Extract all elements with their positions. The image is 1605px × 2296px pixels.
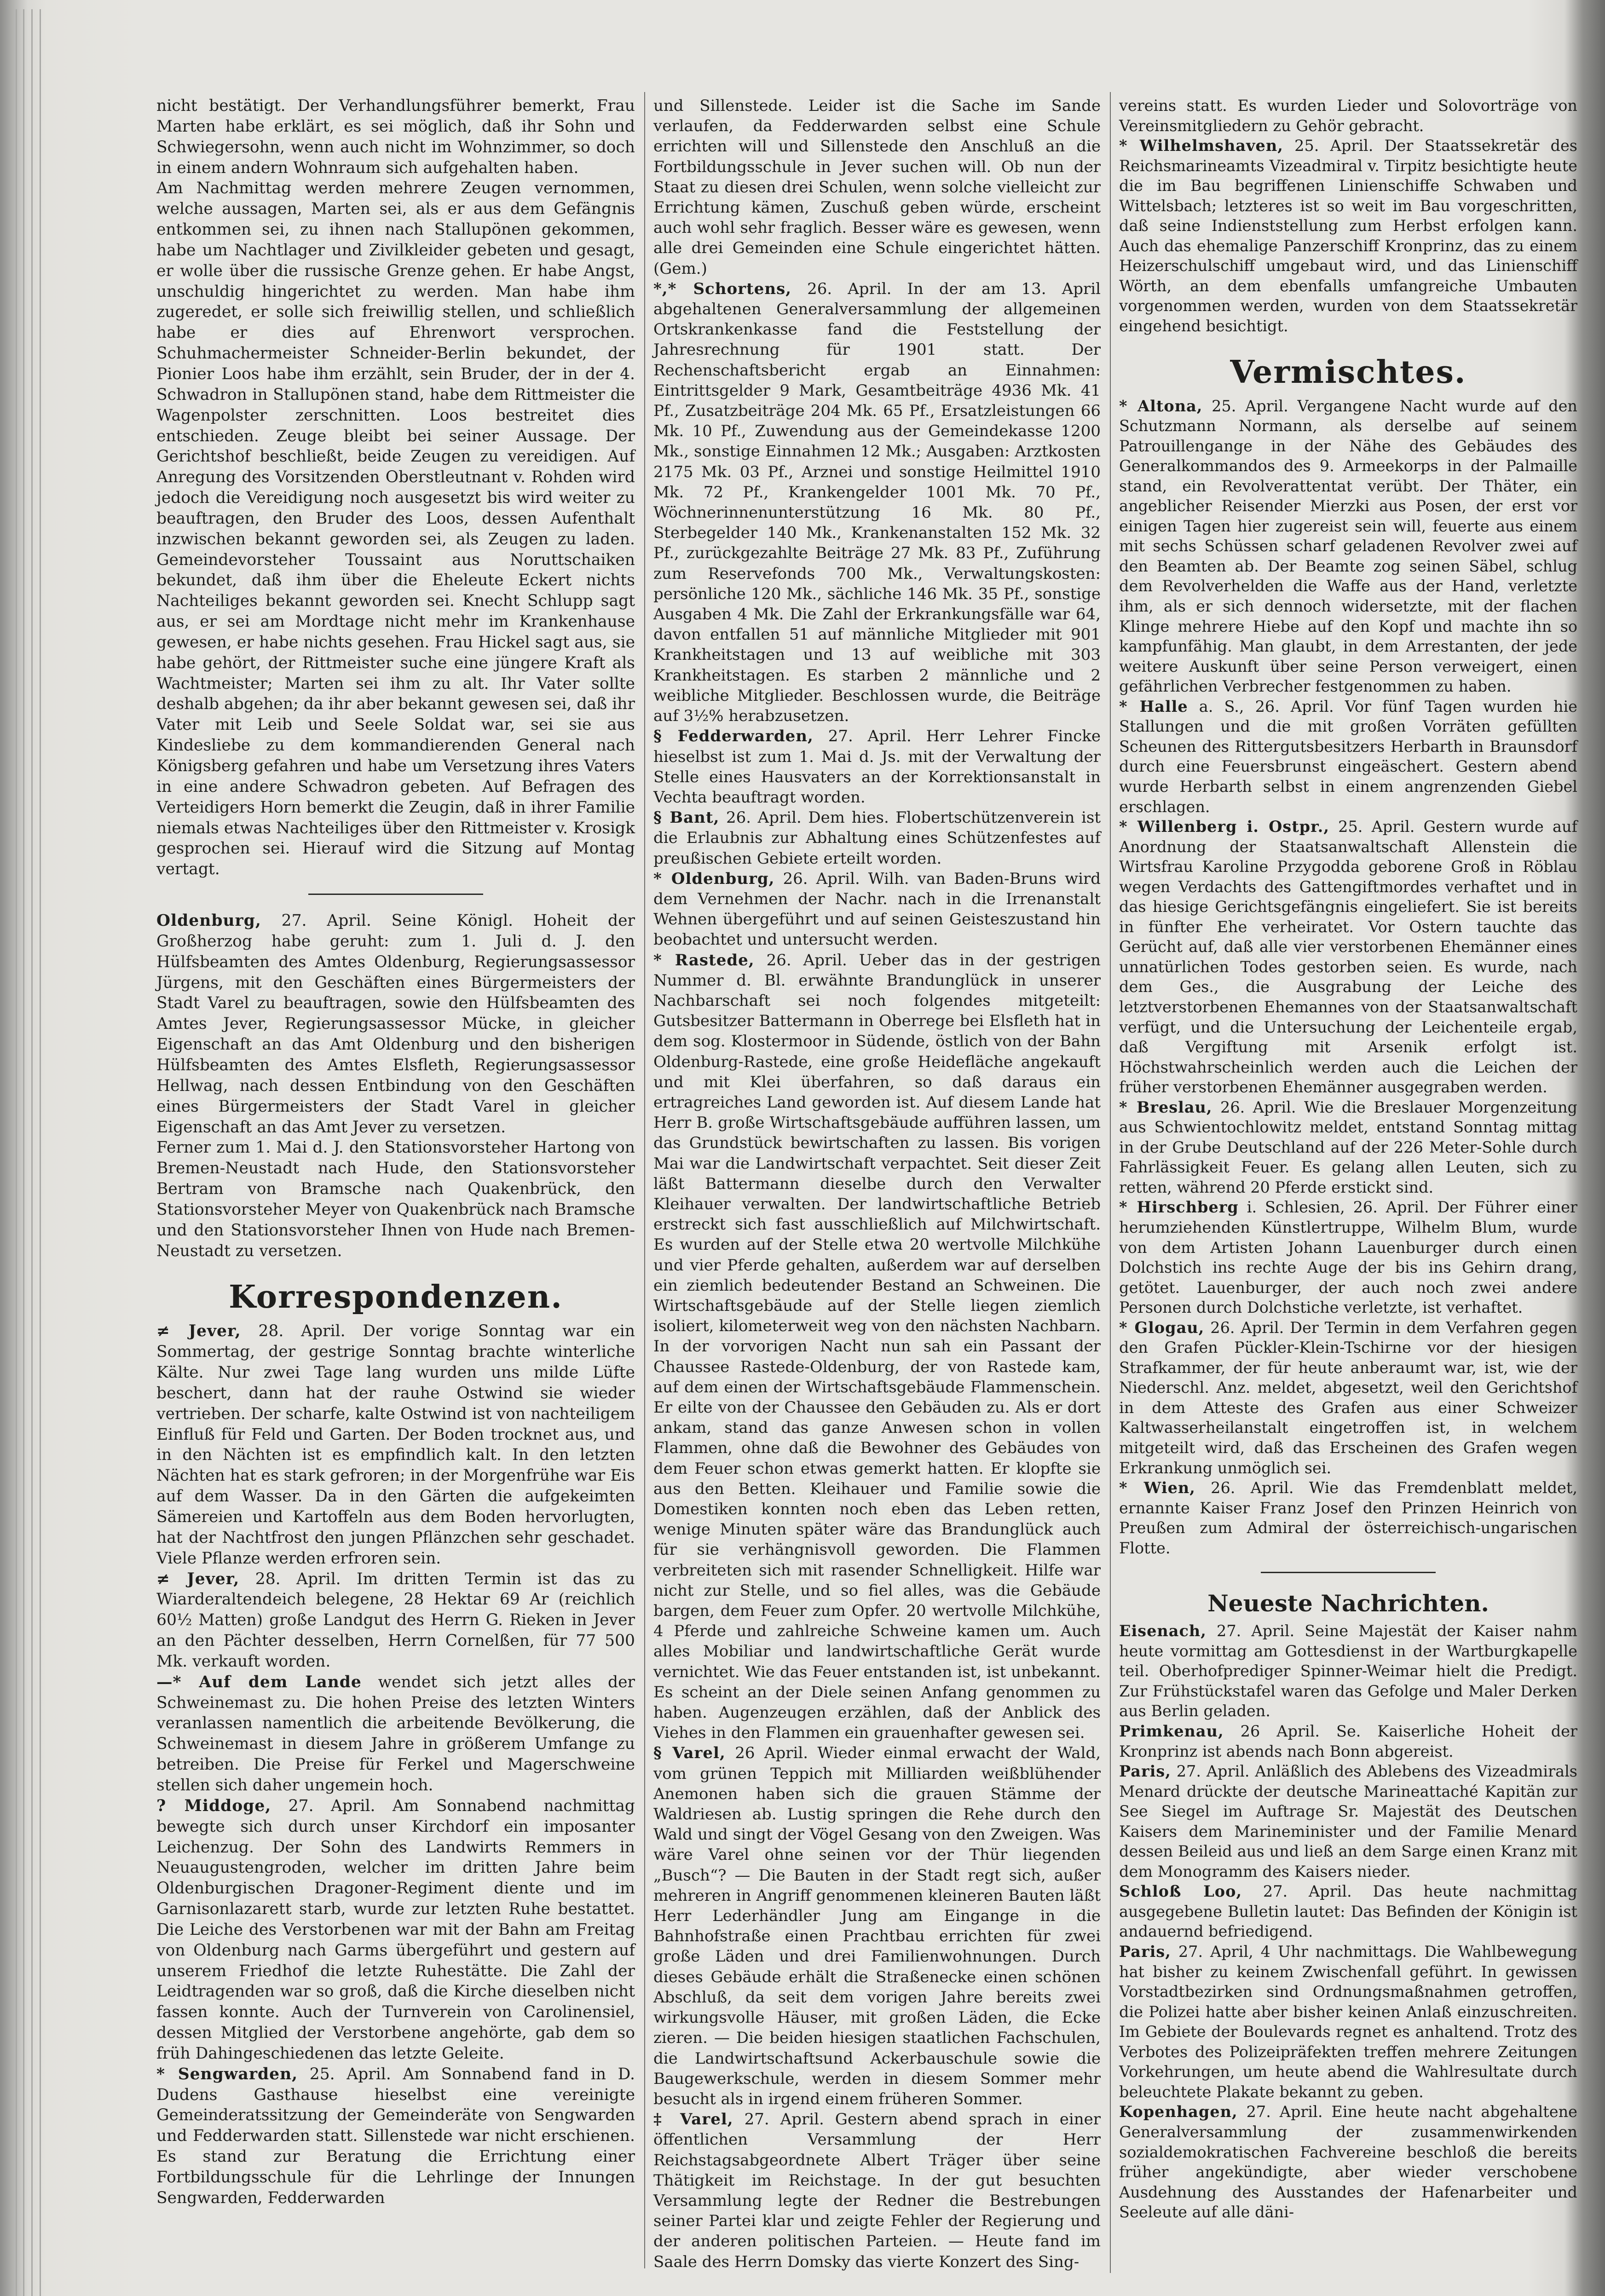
dateline-place: ≠ Jever, [156,1322,241,1341]
news-item-text: 26. April. In der am 13. April abgehaltenen Generalversammlung der allgemeinen Ortskrankenkasse fand die Feststellung der Jahresrechnung für 1901 statt. Der Rechenschaftsbericht ergab an Einnahmen: Eintrittsgelder 9 Mark, Gesamtbeiträge 4936 Mk. 41 Pf., Zusatzbeiträge 204 Mk. 65 Pf., Ersatzleistungen 66 Mk. 10 Pf., Zuwendung aus der Gemeindekasse 1200 Mk., sonstige Einnahmen 12 Mk.; Ausgaben: Arztkosten 2175 Mk. 03 Pf., Arznei und sonstige Heilmittel 1910 Mk. 72 Pf., Krankengelder 1001 Mk. 70 Pf., Wöchnerinnenunterstützung 16 Mk. 80 Pf., Sterbegelder 140 Mk., Krankenanstalten 152 Mk. 32 Pf., zurückgezahlte Beiträge 27 Mk. 83 Pf., Zuführung zum Reservefonds 700 Mk., Verwaltungskosten: persönliche 120 Mk., sächliche 146 Mk. 35 Pf., sonstige Ausgaben 4 Mk. Die Zahl der Erkrankungsfälle war 64, davon entfallen 51 auf männliche Mitglieder mit 901 Krankheitstagen und 13 auf weibliche mit 303 Krankheitstagen. Es starben 2 männliche und 2 weibliche Mitglieder. Beschlossen wurde, die Beiträge auf 3½% herabzusetzen. [653,279,1101,726]
news-item-text: 26. April. Dem hies. Flobertschützenverein ist die Erlaubnis zur Abhaltung eines Schützenfestes auf preußischen Gebiete erteilt worden. [653,808,1101,868]
news-item [156,1672,635,1796]
news-item [1119,1721,1577,1761]
news-item-text: 26. April. Ueber das in der gestrigen Nummer d. Bl. erwähnte Brandunglück in unserer Nachbarschaft sei noch folgendes mitgeteilt: Gutsbesitzer Battermann in Oberrege bei Elsfleth hat in dem sog. Klostermoor in Südende, östlich von der Bahn Oldenburg-Rastede, eine große Heidefläche angekauft und mit Klei überfahren, so daß daraus ein ertragreiches Land geworden ist. Auf diesem Lande hat Herr B. große Wirtschaftsgebäude aufführen lassen, um das Grundstück bewirtschaften zu lassen. Bis vorigen Mai war die Landwirtschaft verpachtet. Seit dieser Zeit läßt Battermann dieselbe durch den Verwalter Kleihauer verwalten. Der landwirtschaftliche Betrieb erstreckt sich fast ausschließlich auf Milchwirtschaft. Es wurden auf der Stelle etwa 20 wertvolle Milchkühe und vier Pferde gehalten, außerdem war auf derselben ein ziemlich bedeutender Bestand an Schweinen. Die Wirtschaftsgebäude auf der Stelle liegen ziemlich isoliert, kilometerweit weg von den nächsten Nachbarn. In der vorvorigen Nacht nun sah ein Passant der Chaussee Rastede-Oldenburg, der von Rastede kam, auf dem einen der Wirtschaftsgebäude Flammenschein. Er eilte von der Chaussee den Gebäuden zu. Als er dort ankam, stand das ganze Anwesen schon in vollen Flammen, ohne daß die Bewohner des Gebäudes von dem Feuer schon etwas gemerkt hatten. Er klopfte sie aus den Betten. Kleihauer und Familie sowie die Domestiken konnten noch eben das Leben retten, wenige Minuten später wäre das Brandunglück auch für sie verhängnisvoll geworden. Die Flammen verbreiteten sich mit rasender Schnelligkeit. Hilfe war nicht zur Stelle, und so fiel alles, was die Gebäude bargen, dem Feuer zum Opfer. 20 wertvolle Milchkühe, 4 Pferde und zahlreiche Schweine kamen um. Auch alles Mobiliar und landwirtschaftliche Gerät wurde vernichtet. Wie das Feuer entstanden ist, ist unbekannt. Es scheint an der Diele seinen Anfang genommen zu haben. Augenzeugen erzählen, daß der Anblick des Viehes in den Flammen ein grauenhafter gewesen sei. [653,951,1101,1742]
news-item [1119,1197,1577,1317]
news-item-text: 27. April. Anläßlich des Ablebens des Vizeadmirals Menard drückte der deutsche Marineattaché Kapitän zur See Siegel im Auftrage Sr. Majestät des Deutschen Kaisers dem Marineminister und der Familie Menard dessen Beileid aus und ließ an dem Sarge einen Kranz mit dem Monogramm des Kaisers nieder. [1119,1762,1577,1881]
news-item [1119,817,1577,1097]
news-item-text: 27. April. Das heute nachmittag ausgegebene Bulletin lautet: Das Befinden der Königin ist andauernd befriedigend. [1119,1882,1577,1941]
news-item [1119,1942,1577,2102]
page-edge-line [40,9,41,2296]
dateline-place: ≠ Jever, [156,1569,240,1588]
news-item-text: 26. April. Wie das Fremdenblatt meldet, ernannte Kaiser Franz Josef den Prinzen Heinrich von Preußen zum Admiral der österreichisch-ungarischen Flotte. [1119,1479,1577,1557]
news-item-text: 26. April. Wie die Breslauer Morgenzeitung aus Schwientochlowitz meldet, entstand Sonntag mittag in der Grube Deutschland auf der 226 Meter-Sohle durch Fahrlässigkeit Feuer. Es gelang allen Leuten, sich zu retten, während 20 Pferde erstickt sind. [1119,1098,1577,1196]
news-item-text: 26 April. Se. Kaiserliche Hoheit der Kronprinz ist abends nach Bonn abgereist. [1119,1722,1577,1760]
news-item [1119,697,1577,817]
news-item [653,808,1101,869]
dateline-place: * Wilhelmshaven, [1119,137,1283,155]
news-item [1119,1318,1577,1478]
dateline-place: —* Auf dem Lande [156,1673,362,1691]
dateline-place: ‡ Varel, [653,2110,733,2129]
dateline-place: * Willenberg i. Ostpr., [1119,818,1329,836]
dateline-place: Paris, [1119,1943,1171,1961]
dateline-place: * Wien, [1119,1479,1195,1497]
news-item-text: wendet sich jetzt alles der Schweinemast zu. Die hohen Preise des letzten Winters veranlassen namentlich die arbeitende Bevölkerung, die Schweinemast in diesem Jahre in größerem Umfange zu betreiben. Die Preise für Ferkel und Magerschweine stellen sich daher ungemein hoch. [156,1673,635,1794]
dateline-place: * Altona, [1119,397,1203,415]
news-item [1119,136,1577,336]
news-item-text: 25. April. Gestern wurde auf Anordnung der Staatsanwaltschaft Allenstein die Wirtsfrau Karoline Przygodda geborene Groß in Röblau wegen Verdachts des Gattengiftmordes verhaftet und in das hiesige Gerichtsgefängnis eingeliefert. Sie ist bereits in fünfter Ehe verheiratet. Vor Ostern tauchte das Gerücht auf, daß alle vier verstorbenen Ehemänner eines unnatürlichen Todes gestorben seien. Es wurde, nach dem Ges., die Ausgrabung der Leiche des letztverstorbenen Ehemannes von der Staatsanwaltschaft verfügt, und die Untersuchung der Leichenteile ergab, daß Vergiftung mit Arsenik erfolgt ist. Höchstwahrscheinlich werden auch die Leichen der früher verstorbenen Ehemänner ausgegraben werden. [1119,818,1577,1096]
dateline-place: Primkenau, [1119,1722,1224,1741]
news-item-text: 26. April. Der Termin in dem Verfahren gegen den Grafen Pückler-Klein-Tschirne vor der hiesigen Strafkammer, der für heute anberaumt war, ist, wie der Niederschl. Anz. meldet, abgesetzt, weil den Gerichtshof in dem Atteste des Grafen aus einer Schweizer Kaltwasserheilanstalt eingetroffen ist, in welchem mitgeteilt wird, daß das Erscheinen des Grafen wegen Erkrankung unmöglich sei. [1119,1318,1577,1477]
paragraph: nicht bestätigt. Der Verhandlungsführer bemerkt, Frau Marten habe erklärt, es sei möglich, daß ihr Sohn und Schwiegersohn, wenn auch nicht im Wohnzimmer, so doch in einem andern Wohnraum sich aufgehalten haben. [156,97,635,177]
dateline-place: * Rastede, [653,951,755,969]
news-item-text: 25. April. Am Sonnabend fand in D. Dudens Gasthause hieselbst eine vereinigte Gemeinderatssitzung der Gemeinderäte von Sengwarden und Fedderwarden statt. Sillenstede war nicht erschienen. Es stand zur Beratung die Errichtung einer Fortbildungsschule für die Lehrlinge der Innungen Sengwarden, Fedderwarden [156,2065,635,2207]
dateline-place: * Hirschberg [1119,1198,1239,1217]
news-item [1119,1478,1577,1558]
paragraph: vereins statt. Es wurden Lieder und Solovorträge von Vereinsmitgliedern zu Gehör gebracht. [1119,97,1577,135]
news-item [156,1321,635,1569]
dateline-place: § Varel, [653,1744,726,1763]
page-edge-line [31,9,33,2296]
dateline-place: Schloß Loo, [1119,1882,1242,1901]
section-divider [308,894,483,895]
news-item [653,726,1101,808]
news-item-text: 27. April. Herr Lehrer Fincke hieselbst ist zum 1. Mai d. Js. mit der Verwaltung der Stelle eines Hausvaters an der Korrektionsanstalt in Vechta beauftragt worden. [653,727,1101,807]
dateline-place: * Glogau, [1119,1318,1205,1337]
news-item [653,950,1101,1743]
dateline-place: * Breslau, [1119,1098,1212,1116]
page-edge-line [23,9,24,2296]
section-heading: Korrespondenzen. [229,1279,563,1316]
news-item [156,1569,635,1672]
section-heading: Vermischtes. [1230,353,1466,391]
news-item [156,2064,635,2209]
dateline-place: ? Middoge, [156,1796,271,1815]
news-item-text: 26 April. Wieder einmal erwacht der Wald, vom grünen Teppich mit Milliarden weißblühender Anemonen haben sich die grauen Stämme der Waldriesen ab. Lustig springen die Rehe durch den Wald und singt der Vögel Gesang von den Zweigen. Was wäre Varel ohne seinen vor der Thür liegenden „Busch“? — Die Bauten in der Stadt regt sich, außer mehreren in Angriff genommenen kleineren Bauten läßt Herr Lederhändler Jung am Eingange in die Bahnhofstraße einen Prachtbau errichten für zwei große Läden und drei Familienwohnungen. Durch dieses Gebäude erhält die Straßenecke einen schönen Abschluß, da seit dem vorigen Jahre bereits zwei wirkungsvolle Häuser, mit großen Läden, die Ecke zieren. — Die beiden hiesigen staatlichen Fachschulen, die Landwirtschaftsund Ackerbauschule sowie die Baugewerkschule, werden in diesem Sommer mehr besucht als in irgend einem früheren Sommer. [653,1744,1101,2108]
section-subheading: Neueste Nachrichten. [1207,1590,1489,1617]
news-item-text: 25. April. Der Staatssekretär des Reichsmarineamts Vizeadmiral v. Tirpitz besichtigte heute die im Bau begriffenen Linienschiffe Schwaben und Wittelsbach; letzteres ist so weit im Bau vorgeschritten, daß seine Indienststellung zum Herbst erfolgen kann. Auch das ehemalige Panzerschiff Kronprinz, das zu einem Heizerschulschiff umgebaut wird, und das Linienschiff Wörth, an dem ebenfalls umfangreiche Umbauten vorgenommen werden, wurden von dem Staatssekretär eingehend besichtigt. [1119,137,1577,335]
news-item-text: a. S., 26. April. Vor fünf Tagen wurden hie Stallungen und die mit großen Vorräten gefüllten Scheunen des Rittergutsbesitzers Herbarth in Braunsdorf durch eine Feuersbrunst eingeäschert. Gestern abend wurde Herbarth selbst in einem angrenzenden Giebel erschlagen. [1119,697,1577,816]
news-item-text: 27. April. Gestern abend sprach in einer öffentlichen Versammlung der Herr Reichstagsabgeordnete Albert Träger über seine Thätigkeit im Reichstage. In der gut besuchten Versammlung legte der Redner die Bestrebungen seiner Partei klar und zeigte Fehler der Regierung und der anderen politischen Parteien. — Heute fand im Saale des Herrn Domsky das vierte Konzert des Sing- [653,2110,1101,2271]
column-rule [1110,92,1111,2273]
news-item [653,869,1101,950]
news-item [653,279,1101,726]
dateline-place: * Sengwarden, [156,2065,298,2083]
column-left [156,96,635,2209]
dateline-place: Paris, [1119,1762,1171,1781]
news-item-text: 27. April. Seine Königl. Hoheit der Großherzog habe geruht: zum 1. Juli d. J. den Hülfsbeamten des Amtes Oldenburg, Regierungsassessor Jürgens, mit den Geschäften eines Bürgermeisters der Stadt Varel zu beauftragen, sowie den Hülfsbeamten des Amtes Jever, Regierungsassessor Mücke, in gleicher Eigenschaft an das Amt Oldenburg und den bisherigen Hülfsbeamten des Amtes Elsfleth, Regierungsassessor Hellwag, nach dessen Entbindung von den Geschäften eines Bürgermeisters der Stadt Varel in gleicher Eigenschaft an das Amt Jever zu versetzen. [156,911,635,1136]
news-item [156,1796,635,2064]
news-item-text: 26. April. Wilh. van Baden-Bruns wird dem Vernehmen der Nachr. nach in die Irrenanstalt Wehnen übergeführt und auf seinen Geisteszustand hin beobachtet und untersucht werden. [653,869,1101,949]
news-item [1119,1761,1577,1881]
paragraph: Am Nachmittag werden mehrere Zeugen vernommen, welche aussagen, Marten sei, als er aus dem Gefängnis entkommen sei, zu ihnen nach Stallupönen gekommen, habe um Nachtlager und Zivilkleider gebeten und gesagt, er wolle über die russische Grenze gehen. Er habe Angst, unschuldig hingerichtet zu werden. Man habe ihm zugeredet, er solle sich freiwillig stellen, und schließlich habe er dies auf Ehrenwort versprochen. Schuhmachermeister Schneider-Berlin bekundet, der Pionier Loos habe ihm erzählt, sein Bruder, der in der 4. Schwadron in Stallupönen stand, habe dem Rittmeister die Wagenpolster zerschnitten. Loos bestreitet dies entschieden. Zeuge bleibt bei seiner Aussage. Der Gerichtshof beschließt, beide Zeugen zu vereidigen. Auf Anregung des Vorsitzenden Oberstleutnant v. Rohden wird jedoch die Vereidigung noch ausgesetzt bis wird weiter zu beauftragen, den Bruder des Loos, dessen Aufenthalt inzwischen bekannt geworden sei, als Zeugen zu laden. Gemeindevorsteher Toussaint aus Noruttschaiken bekundet, daß ihm über die Eheleute Eckert nichts Nachteiliges bekannt geworden sei. Knecht Schlupp sagt aus, er sei am Mordtage nicht mehr im Krankenhause gewesen, er habe nichts gesehen. Frau Hickel sagt aus, sie habe gehört, der Rittmeister suche eine jüngere Kraft als Wachtmeister; Marten sei ihm zu alt. Ihr Vater sollte deshalb abgehen; da ihr aber bekannt gewesen sei, daß ihr Vater mit Leib und Seele Soldat war, sei sie aus Kindesliebe zu dem kommandierenden General nach Königsberg gefahren und habe um Versetzung ihres Vaters in eine andere Schwadron gebeten. Auf Befragen des Verteidigers Horn bemerkt die Zeugin, daß in ihrer Familie niemals etwas Nachteiliges über den Rittmeister v. Krosigk gesprochen sei. Hierauf wird die Sitzung auf Montag vertagt. [156,179,635,879]
news-item-text: 27. April. Eine heute nacht abgehaltene Generalversammlung der zusammenwirkenden sozialdemokratischen Fachvereine beschloß die bereits früher angekündigte, aber wieder verschobene Ausdehnung des Ausstandes der Hafenarbeiter und Seeleute auf alle däni- [1119,2103,1577,2221]
news-item [156,911,635,1137]
news-item-text: i. Schlesien, 26. April. Der Führer einer herumziehenden Künstlertruppe, Wilhelm Blum, wurde von dem Artisten Johann Lauenburger durch einen Dolchstich ins rechte Auge der bis ins Gehirn drang, getötet. Lauenburger, der auch noch zwei andere Personen durch Dolchstiche verletzte, ist verhaftet. [1119,1198,1577,1317]
news-item-text: 28. April. Im dritten Termin ist das zu Wiarderaltendeich belegene, 28 Hektar 69 Ar (reichlich 60½ Matten) große Landgut des Herrn G. Rieken in Jever an den Pächter desselben, Herrn Cornelßen, für 77 500 Mk. verkauft worden. [156,1569,635,1671]
dateline-place: § Fedderwarden, [653,727,814,746]
paragraph: und Sillenstede. Leider ist die Sache im Sande verlaufen, da Fedderwarden selbst eine Schule errichten will und Sillenstede den Anschluß an die Fortbildungsschule in Jever suchen will. Ob nun der Staat zu diesen drei Schulen, wenn solche vielleicht zur Errichtung kämen, Zuschuß geben würde, erscheint auch wohl sehr fraglich. Besser wäre es gewesen, wenn alle drei Gemeinden eine Schule eingerichtet hätten. (Gem.) [653,97,1101,278]
column-rule [644,92,645,2268]
column-right [1119,96,1577,2222]
page-edge-line [16,9,17,2296]
dateline-place: Eisenach, [1119,1622,1207,1640]
news-item-text: 28. April. Der vorige Sonntag war ein Sommertag, der gestrige Sonntag brachte winterliche Kälte. Nur zwei Tage lang wurden uns milde Lüfte beschert, dann hat der rauhe Ostwind sie wieder vertrieben. Der scharfe, kalte Ostwind ist von nachteiligem Einfluß für Feld und Garten. Der Boden trocknet aus, und in den Nächten ist es empfindlich kalt. In den letzten Nächten hat es stark gefroren; in der Morgenfrühe war Eis auf dem Wasser. Da in den Gärten die aufgekeimten Sämereien und Kartoffeln aus dem Boden hervorlugten, hat der Nachtfrost den jungen Pflänzchen sehr geschadet. Viele Pflanze werden erfroren sein. [156,1322,635,1568]
news-item [653,1743,1101,2109]
news-item-text: 27. April. Am Sonnabend nachmittag bewegte sich durch unser Kirchdorf ein imposanter Leichenzug. Der Sohn des Landwirts Remmers in Neuaugustengroden, welcher im dritten Jahre beim Oldenburgischen Dragoner-Regiment diente und im Garnisonlazarett starb, wurde zur letzten Ruhe bestattet. Die Leiche des Verstorbenen war mit der Bahn am Freitag von Oldenburg nach Garms übergeführt und gestern auf unserem Friedhof die letzte Ruhestätte. Die Zahl der Leidtragenden war so groß, daß die Kirche dieselben nicht fassen konnte. Auch der Turnverein von Carolinensiel, dessen Mitglied der Verstorbene angehörte, gab dem so früh Dahingeschiedenen das letzte Geleite. [156,1796,635,2063]
dateline-place: Kopenhagen, [1119,2103,1238,2121]
news-item [1119,1881,1577,1942]
paragraph: Ferner zum 1. Mai d. J. den Stationsvorsteher Hartong von Bremen-Neustadt nach Hude, den Stationsvorsteher Bertram von Bramsche nach Quakenbrück, den Stationsvorsteher Meyer von Quakenbrück nach Bramsche und den Stationsvorsteher Ihnen von Hude nach Bremen-Neustadt zu versetzen. [156,1138,635,1260]
dateline-place: * Oldenburg, [653,869,775,888]
news-item [653,2109,1101,2272]
news-item-text: 27. April, 4 Uhr nachmittags. Die Wahlbewegung hat bisher zu keinem Zwischenfall geführt. In gewissen Vorstadtbezirken sind Ordnungsmaßnahmen getroffen, die Polizei hatte aber bisher keinen Anlaß einzuschreiten. Im Gebiete der Boulevards regnet es anhaltend. Trotz des Verbotes des Polizeipräfekten treffen mehrere Zeitungen Vorkehrungen, um heute abend die Wahlresultate durch beleuchtete Plakate bekannt zu geben. [1119,1943,1577,2101]
news-item [1119,1621,1577,1721]
news-item-text: 27. April. Seine Majestät der Kaiser nahm heute vormittag am Gottesdienst in der Wartburgkapelle teil. Oberhofprediger Spinner-Weimar hielt die Predigt. Zur Frühstückstafel waren das Gefolge und Maler Derken aus Berlin geladen. [1119,1622,1577,1720]
dateline-place: *,* Schortens, [653,279,792,298]
dateline-place: * Halle [1119,697,1188,715]
dateline-place: § Bant, [653,808,720,827]
column-middle [653,96,1101,2272]
news-item [1119,396,1577,697]
section-divider [1261,1572,1436,1573]
news-item-text: 25. April. Vergangene Nacht wurde auf den Schutzmann Normann, als derselbe auf seinem Patrouillengange in der Nähe des Gebäudes des Generalkommandos des 9. Armeekorps in der Palmaille stand, ein Revolverattentat verübt. Der Thäter, ein angeblicher Reisender Mierzki aus Posen, der erst vor einigen Tagen hier zugereist sein will, feuerte aus einem mit sechs Schüssen scharf geladenen Revolver zwei auf den Beamten ab. Der Beamte zog seinen Säbel, schlug dem Revolverhelden die Waffe aus der Hand, verletzte ihm, als er sich dennoch widersetzte, mit der flachen Klinge mehrere Hiebe auf den Kopf und machte ihn so kampfunfähig. Man glaubt, in dem Arrestanten, der jede weitere Auskunft über seine Person verweigert, einen gefährlichen Verbrecher festgenommen zu haben. [1119,397,1578,696]
news-item [1119,1097,1577,1198]
news-item [1119,2102,1577,2222]
dateline-place: Oldenburg, [156,911,261,930]
